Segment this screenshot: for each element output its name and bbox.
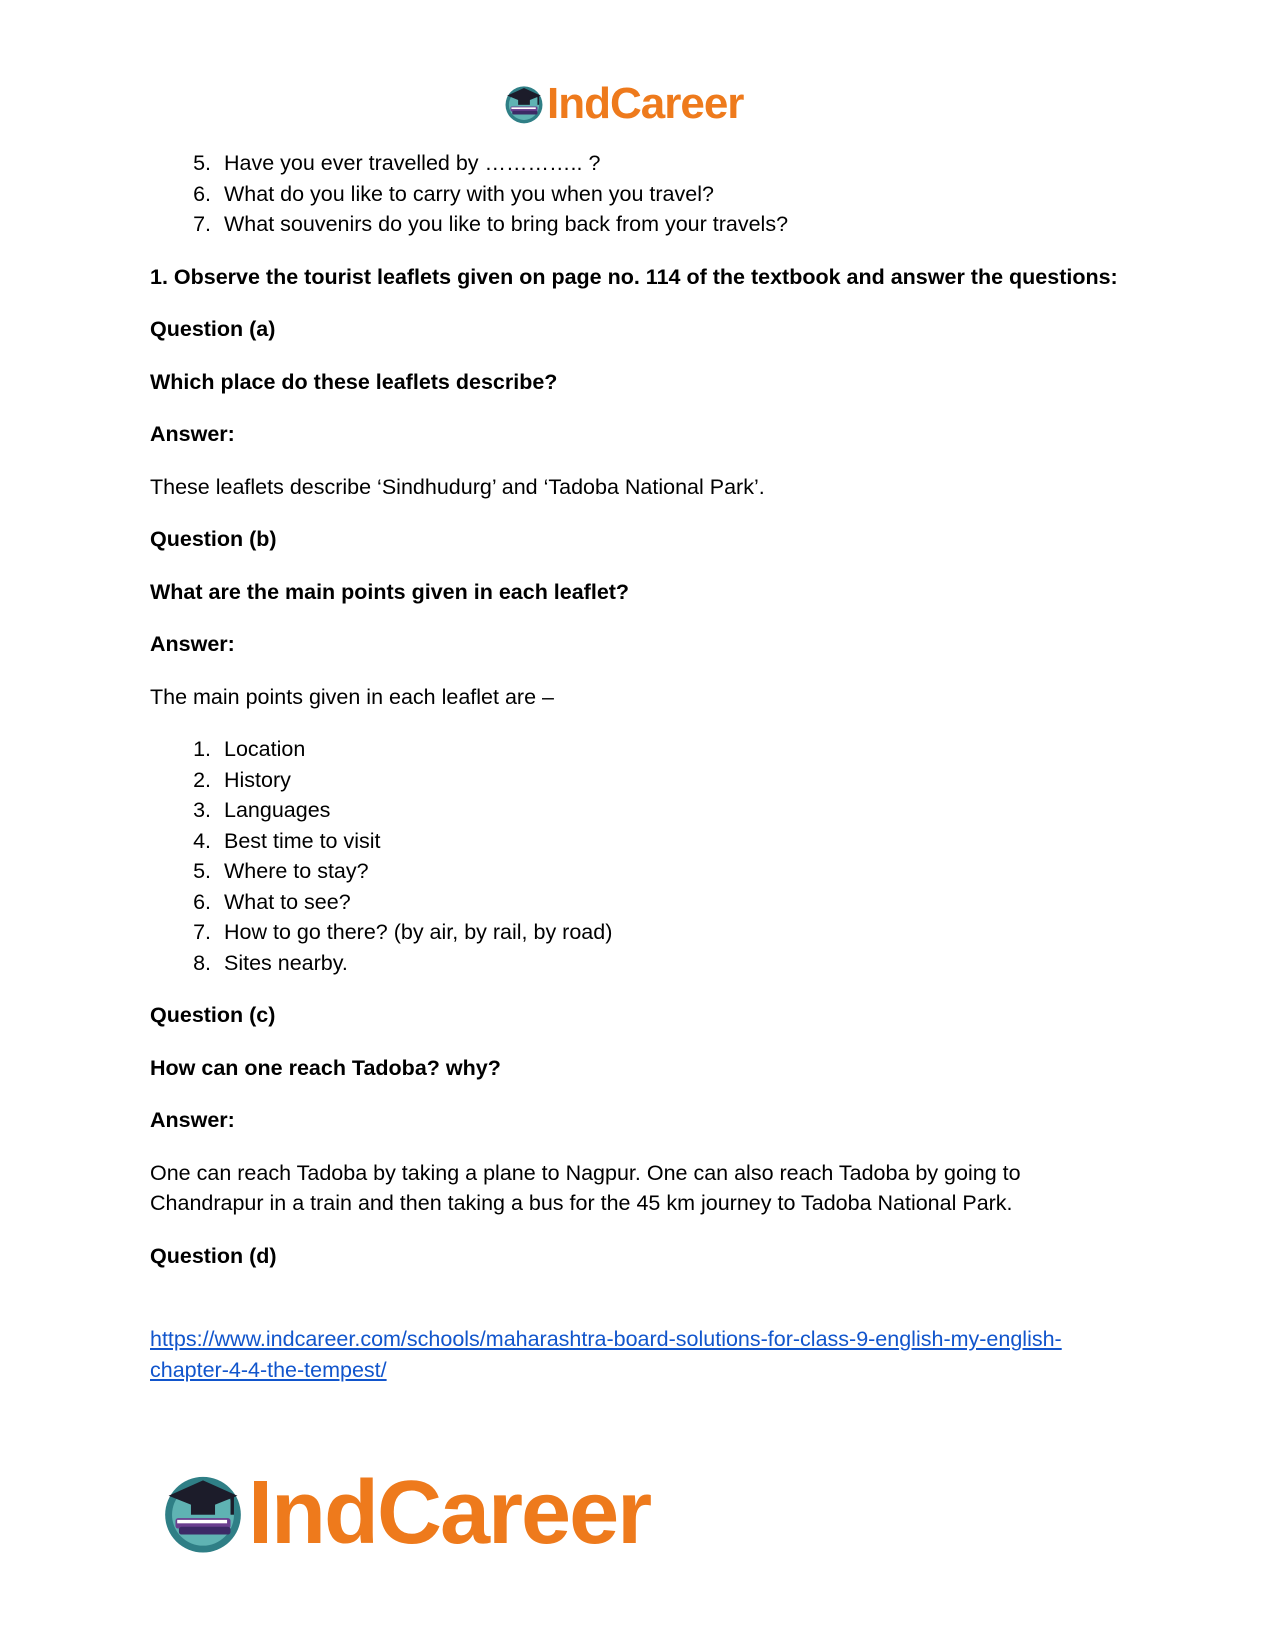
list-item: 7. What souvenirs do you like to bring back from your travels? [193, 212, 789, 236]
book-cap-icon [503, 83, 545, 125]
answer-b-text: The main points given in each leaflet are – [150, 684, 554, 709]
question-c-label: Question (c) [150, 1003, 276, 1027]
list-item: 5. Have you ever travelled by ………….. ? [193, 151, 601, 175]
logo-wordmark: IndCareer [248, 1462, 651, 1563]
document-body [150, 148, 1140, 1385]
list-item: 4. Best time to visit [193, 828, 381, 853]
question-c-text: How can one reach Tadoba? why? [150, 1055, 501, 1080]
footer-logo [160, 1462, 651, 1563]
list-item: 3. Languages [193, 798, 331, 822]
answer-c-text: One can reach Tadoba by taking a plane to Nagpur. One can also reach Tadoba by going to Chandrapur in a train and then taking a bus for the 45 km journey to Tadoba National Park. [150, 1160, 1021, 1215]
footer-url-link[interactable]: https://www.indcareer.com/schools/maharashtra-board-solutions-for-class-9-english-my-english-chapter-4-4-the-tempest/ [150, 1327, 1062, 1382]
header-logo [503, 80, 743, 128]
question-a-text: Which place do these leaflets describe? [150, 369, 558, 394]
list-item: 5. Where to stay? [193, 859, 369, 883]
answer-c-label: Answer: [150, 1108, 235, 1132]
book-cap-icon [160, 1470, 246, 1556]
intro-question-list [150, 148, 1140, 240]
list-item: 2. History [193, 767, 291, 792]
logo-wordmark: IndCareer [547, 79, 744, 128]
list-item: 1. Location [193, 737, 306, 761]
list-item: 6. What to see? [193, 889, 351, 914]
leaflet-points-list [150, 734, 1140, 978]
footer-link-wrap [150, 1324, 1140, 1385]
list-item: 6. What do you like to carry with you when you travel? [193, 181, 714, 206]
question-d-label: Question (d) [150, 1243, 277, 1268]
answer-a-text: These leaflets describe ‘Sindhudurg’ and ‘Tadoba National Park’. [150, 474, 765, 499]
answer-b-label: Answer: [150, 632, 235, 656]
question-a-label: Question (a) [150, 317, 276, 341]
question-b-text: What are the main points given in each leaflet? [150, 579, 630, 604]
list-item: 8. Sites nearby. [193, 950, 348, 975]
exercise-heading: 1. Observe the tourist leaflets given on page no. 114 of the textbook and answer the questions: [150, 264, 1118, 289]
list-item: 7. How to go there? (by air, by rail, by road) [193, 920, 613, 944]
answer-a-label: Answer: [150, 422, 235, 446]
question-b-label: Question (b) [150, 527, 277, 551]
